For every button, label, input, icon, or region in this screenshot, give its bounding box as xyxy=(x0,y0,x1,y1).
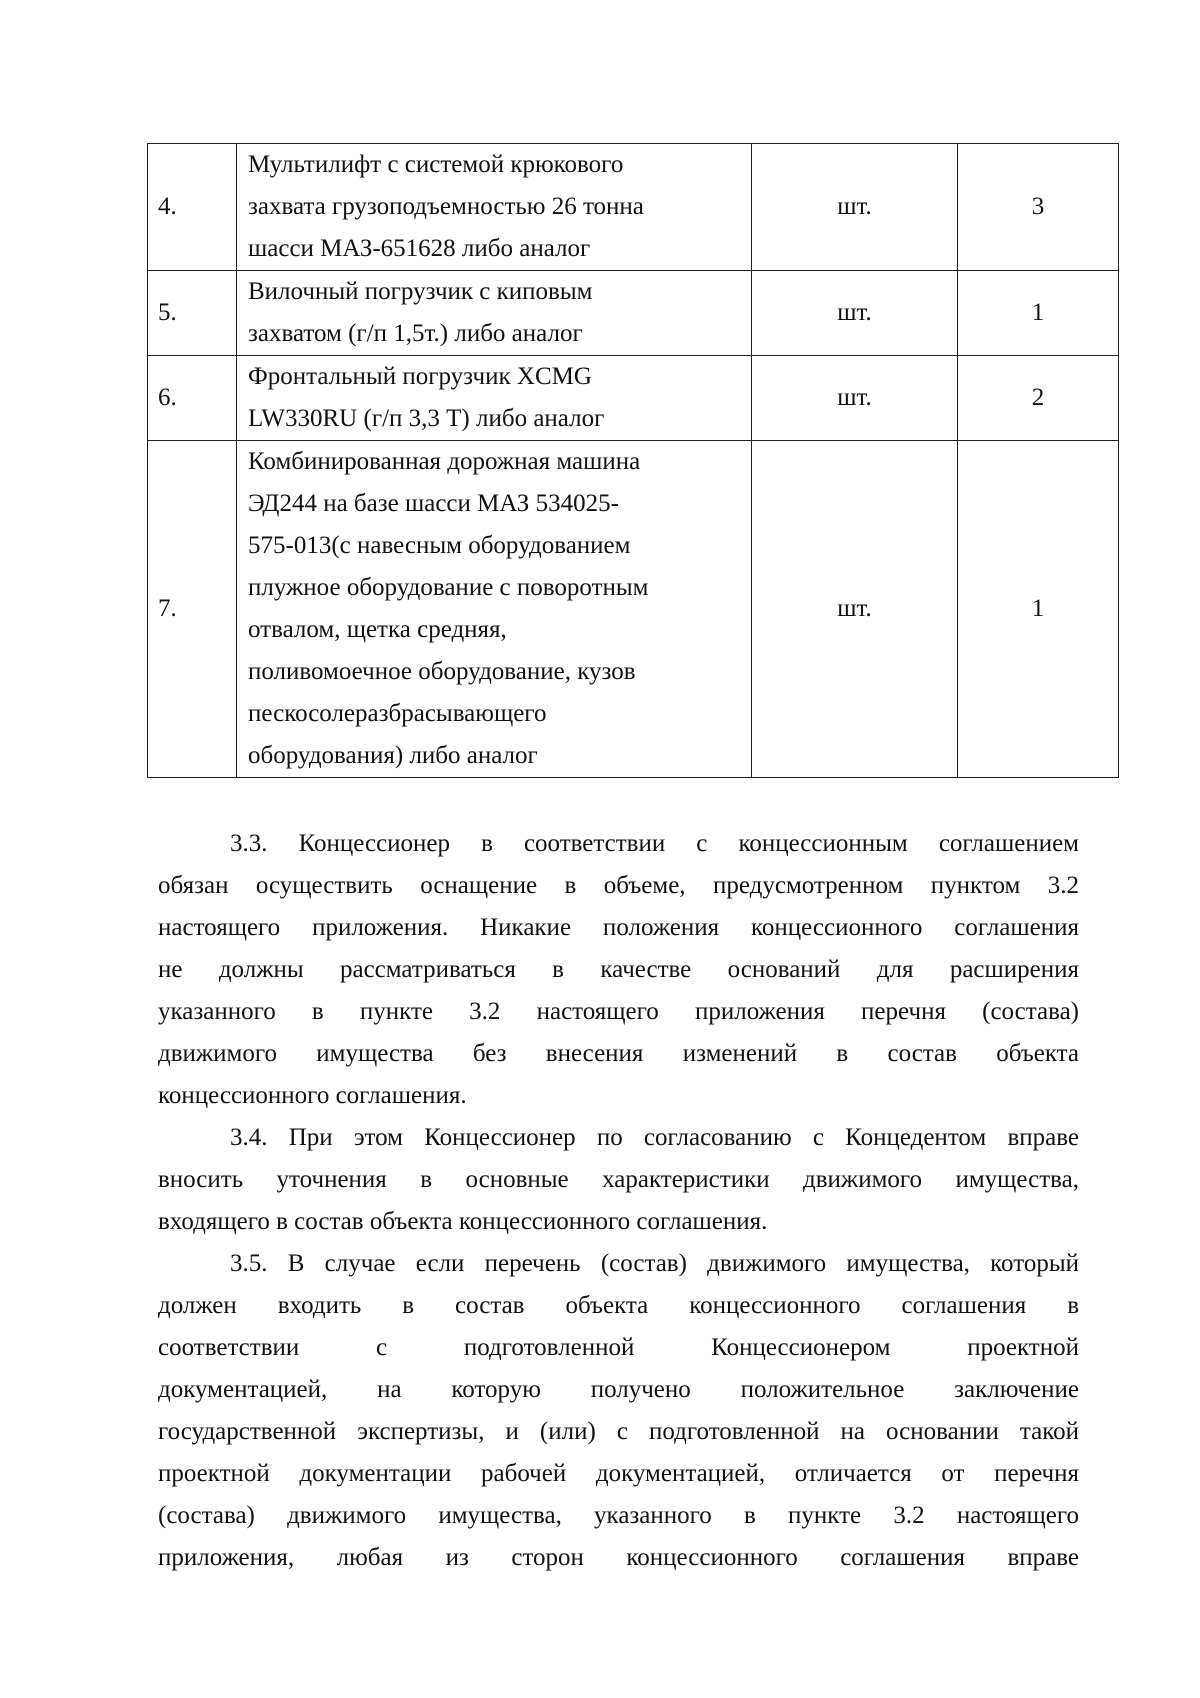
paragraph-3-4 xyxy=(158,1117,1079,1243)
text-line: государственной экспертизы, и (или) с подготовленной на основании такой xyxy=(158,1418,1079,1445)
row-number: 7. xyxy=(148,441,237,778)
item-name-line: ЭД244 на базе шасси МАЗ 534025- xyxy=(248,490,619,517)
text-line: не должны рассматриваться в качестве оснований для расширения xyxy=(158,956,1079,983)
table-row xyxy=(148,271,1119,356)
item-unit: шт. xyxy=(752,441,958,778)
item-name-line: 575-013(с навесным оборудованием xyxy=(248,532,631,559)
text-line: указанного в пункте 3.2 настоящего приложения перечня (состава) xyxy=(158,998,1079,1025)
item-name-line: Фронтальный погрузчик XCMG xyxy=(248,363,592,390)
item-name-line: захватом (г/п 1,5т.) либо аналог xyxy=(248,320,583,347)
equipment-table xyxy=(147,143,1119,778)
item-name xyxy=(237,441,752,778)
item-quantity: 1 xyxy=(958,271,1119,356)
text-line: настоящего приложения. Никакие положения концессионного соглашения xyxy=(158,914,1079,941)
item-unit: шт. xyxy=(752,144,958,271)
text-line: концессионного соглашения. xyxy=(158,1082,467,1109)
item-unit: шт. xyxy=(752,271,958,356)
text-line: 3.3. Концессионер в соответствии с концессионным соглашением xyxy=(230,830,1079,857)
item-name-line: LW330RU (г/п 3,3 Т) либо аналог xyxy=(248,405,605,432)
text-line: обязан осуществить оснащение в объеме, предусмотренном пунктом 3.2 xyxy=(158,872,1079,899)
text-line: соответствии с подготовленной Концессионером проектной xyxy=(158,1334,1079,1361)
table-row xyxy=(148,144,1119,271)
row-number: 5. xyxy=(148,271,237,356)
text-line: вносить уточнения в основные характеристики движимого имущества, xyxy=(158,1166,1079,1193)
item-name-line: пескосолеразбрасывающего xyxy=(248,700,547,727)
table-row xyxy=(148,356,1119,441)
item-name-line: шасси МАЗ-651628 либо аналог xyxy=(248,235,591,262)
text-line: 3.4. При этом Концессионер по согласованию с Концедентом вправе xyxy=(230,1124,1079,1151)
item-name-line: плужное оборудование с поворотным xyxy=(248,574,649,601)
item-quantity: 2 xyxy=(958,356,1119,441)
text-line: входящего в состав объекта концессионного соглашения. xyxy=(158,1208,768,1235)
text-line: (состава) движимого имущества, указанного в пункте 3.2 настоящего xyxy=(158,1502,1079,1529)
text-line: 3.5. В случае если перечень (состав) движимого имущества, который xyxy=(230,1250,1079,1277)
item-name-line: отвалом, щетка средняя, xyxy=(248,616,507,643)
item-name-line: Вилочный погрузчик с киповым xyxy=(248,278,593,305)
item-name-line: оборудования) либо аналог xyxy=(248,742,538,769)
text-line: приложения, любая из сторон концессионного соглашения вправе xyxy=(158,1544,1079,1571)
text-line: проектной документации рабочей документацией, отличается от перечня xyxy=(158,1460,1079,1487)
row-number: 4. xyxy=(148,144,237,271)
item-name xyxy=(237,271,752,356)
item-name xyxy=(237,144,752,271)
item-name-line: захвата грузоподъемностью 26 тонна xyxy=(248,193,644,220)
table-row xyxy=(148,441,1119,778)
paragraph-3-3 xyxy=(158,823,1079,1117)
text-line: должен входить в состав объекта концессионного соглашения в xyxy=(158,1292,1079,1319)
paragraph-3-5 xyxy=(158,1243,1079,1579)
item-quantity: 1 xyxy=(958,441,1119,778)
row-number: 6. xyxy=(148,356,237,441)
item-name-line: поливомоечное оборудование, кузов xyxy=(248,658,636,685)
item-name-line: Комбинированная дорожная машина xyxy=(248,448,641,475)
text-line: документацией, на которую получено положительное заключение xyxy=(158,1376,1079,1403)
text-line: движимого имущества без внесения изменений в состав объекта xyxy=(158,1040,1079,1067)
item-name-line: Мультилифт с системой крюкового xyxy=(248,151,624,178)
item-unit: шт. xyxy=(752,356,958,441)
body-text xyxy=(158,823,1079,1579)
item-name xyxy=(237,356,752,441)
item-quantity: 3 xyxy=(958,144,1119,271)
